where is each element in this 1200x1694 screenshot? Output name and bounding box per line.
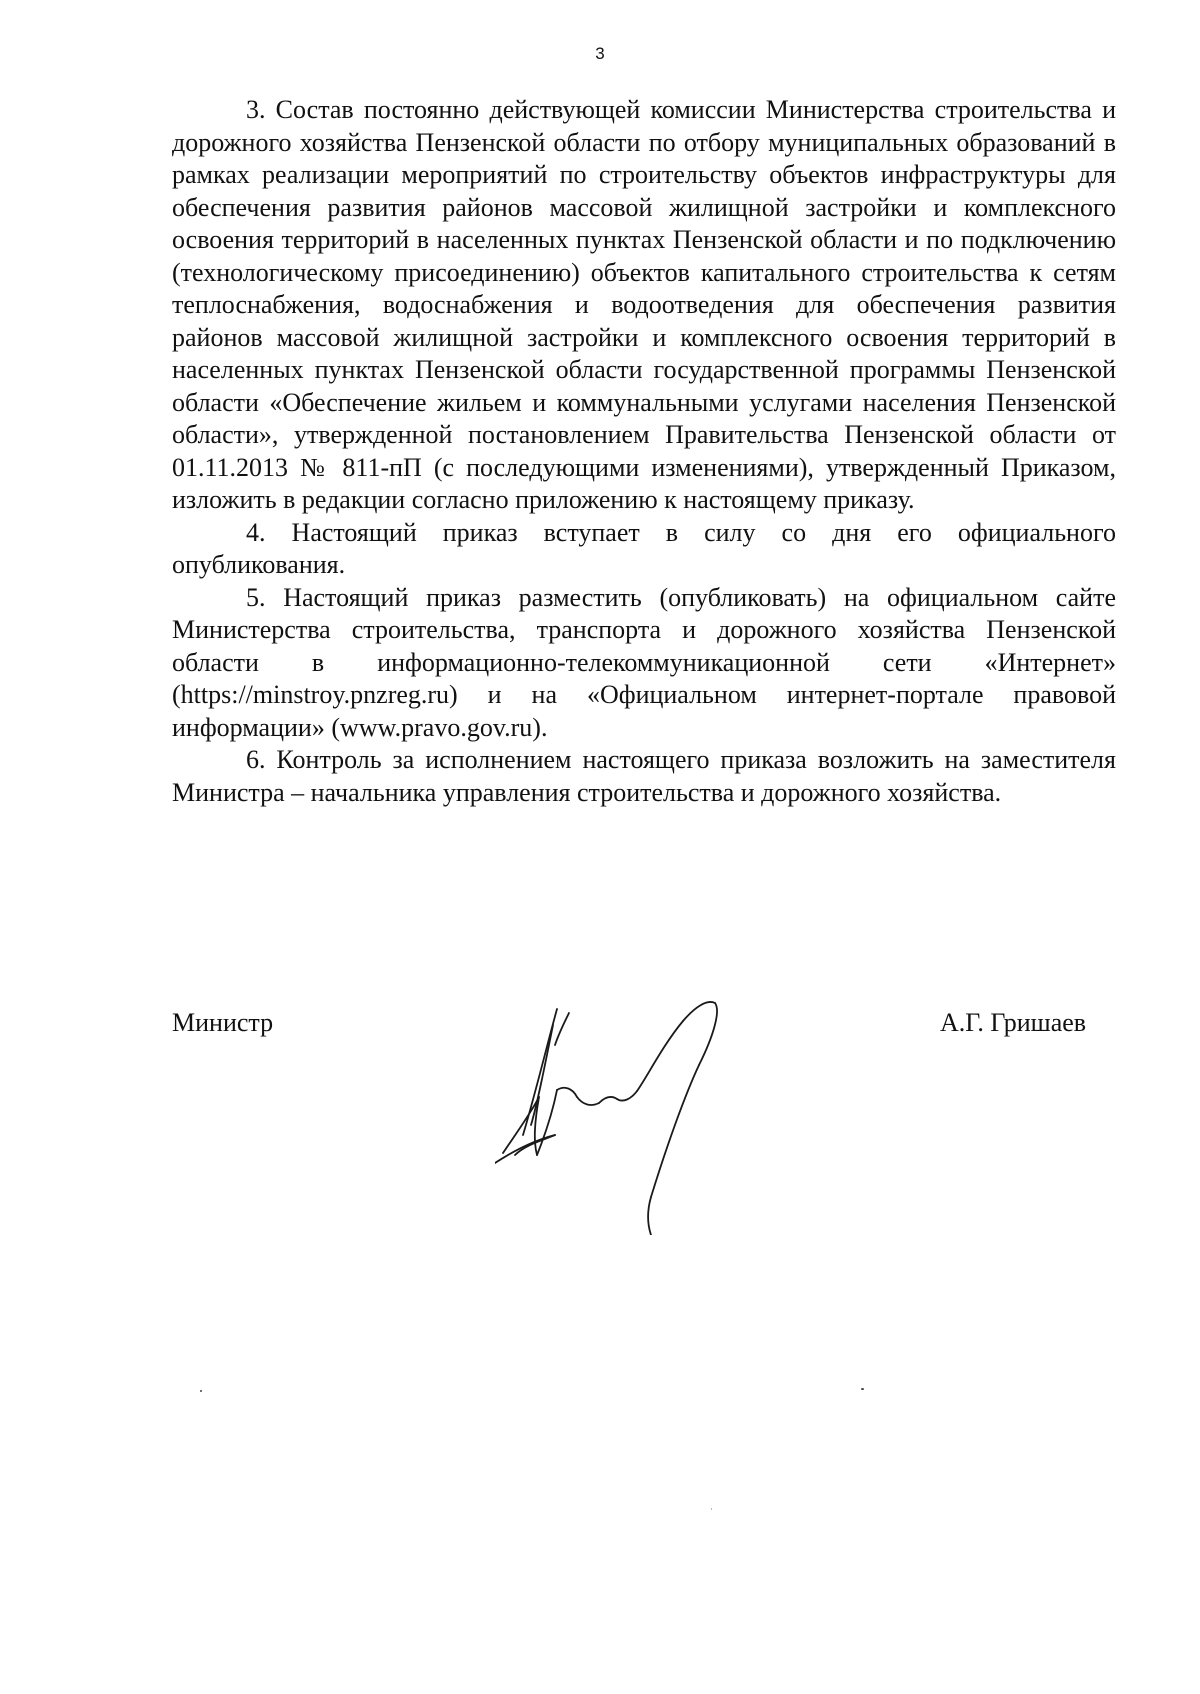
page-number: 3	[595, 44, 605, 63]
scan-speck	[711, 1508, 712, 1510]
signatory-title: Министр	[172, 1008, 274, 1037]
signatory-name: А.Г. Гришаев	[940, 1008, 1087, 1037]
paragraph-6: 6. Контроль за исполнением настоящего приказа возложить на заместителя Министра – начальника управления строительства и дорожного хозяйства.	[172, 745, 1116, 807]
scan-speck	[861, 1388, 864, 1390]
paragraph-5: 5. Настоящий приказ разместить (опубликовать) на официальном сайте Министерства строительства, транспорта и дорожного хозяйства Пензенской области в информационно-телекоммуникационной сети «Интернет» (https://minstroy.pnzreg.ru) и на «Официальном интернет-портале правовой информации» (www.pravo.gov.ru).	[172, 582, 1116, 742]
paragraph-3: 3. Состав постоянно действующей комиссии Министерства строительства и дорожного хозяйства Пензенской области по отбору муниципальных образований в рамках реализации мероприятий по строительству объектов инфраструктуры для обеспечения развития районов массовой жилищной застройки и комплексного освоения территорий в населенных пунктах Пензенской области и по подключению (технологическому присоединению) объектов капитального строительства к сетям теплоснабжения, водоснабжения и водоотведения для обеспечения развития районов массовой жилищной застройки и комплексного освоения территорий в населенных пунктах Пензенской области государственной программы Пензенской области «Обеспечение жильем и коммунальными услугами населения Пензенской области», утвержденной постановлением Правительства Пензенской области от 01.11.2013 № 811-пП (с последующими изменениями), утвержденный Приказом, изложить в редакции согласно приложению к настоящему приказу.	[172, 95, 1116, 514]
handwritten-signature	[495, 985, 815, 1235]
scan-speck	[200, 1390, 202, 1392]
document-body	[172, 94, 1116, 809]
paragraph-4: 4. Настоящий приказ вступает в силу со дня его официального опубликования.	[172, 517, 1116, 579]
